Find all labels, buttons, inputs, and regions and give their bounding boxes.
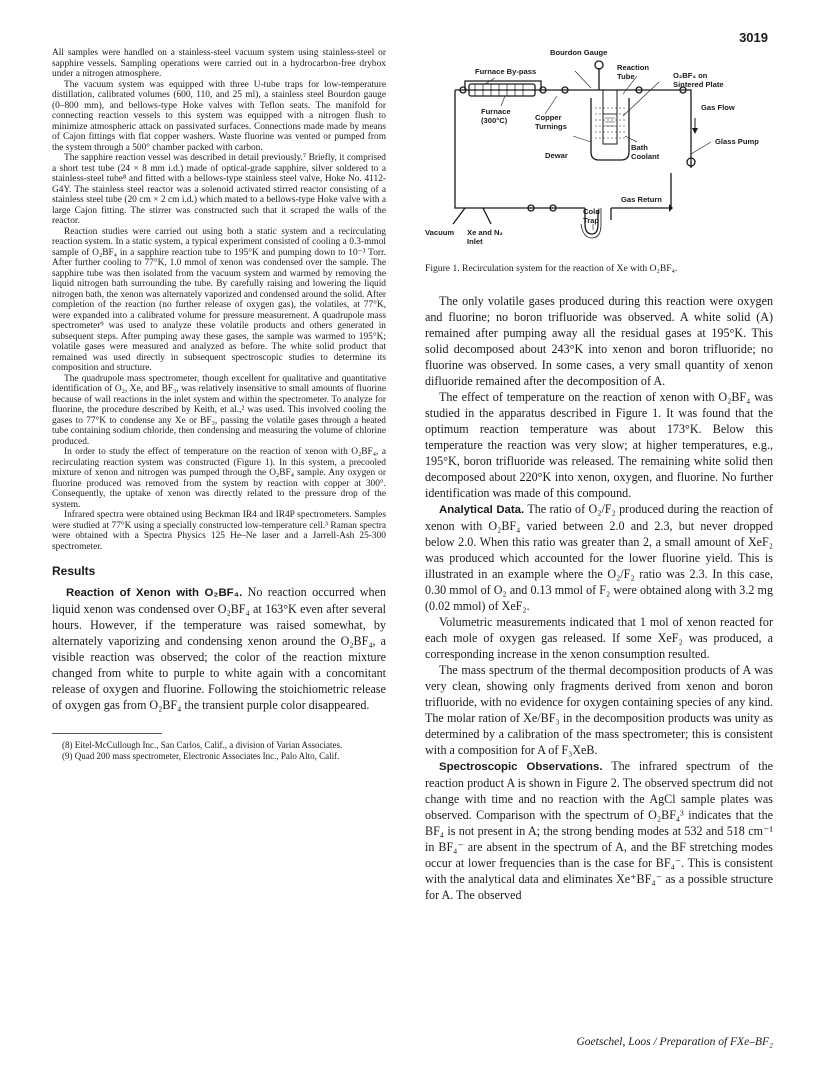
paragraph: Infrared spectra were obtained using Beckman IR4 and IR4P spectrometers. Samples were studied at 77°K using a specially constructed low-temperature cell.³ Raman spectra were obtained with a Spectra Physics 125 He–Ne laser and a Jarrell-Ash 25-300 spectrometer. xyxy=(52,510,386,552)
label-bourdon-gauge: Bourdon Gauge xyxy=(550,48,608,57)
label-gas-return: Gas Return xyxy=(621,195,662,204)
paragraph: The sapphire reaction vessel was described in detail previously.⁷ Briefly, it comprised a short test tube (24 × 8 mm i.d.) made of optical-grade sapphire, silver soldered to a stainless-steel tube⁸ and fitted with a bellows-type stainless steel valve, Hoke No. 4112-G4Y. The stainless steel reactor was a solenoid activated stirred reactor consisting of a stainless steel tube (20 cm × 2 cm i.d.) which mated to a bellows-type Hoke valve with a large Cajon fitting. The stirrer was constructed such that it scraped the walls of the reactor. xyxy=(52,153,386,226)
paragraph: The quadrupole mass spectrometer, though excellent for qualitative and quantitative identification of O₂, Xe, and BF₃, was relatively insensitive to small amounts of fluorine because of wall reactions in the inlet system and within the spectrometer. To analyze for fluorine, the procedure described by Keith, et al.,² was used. This involved cooling the gases to 77°K to condense any Xe or BF₃, passing the volatile gases through a heated tube containing sodium chloride, then condensing and measuring the volume of chlorine produced. xyxy=(52,373,386,447)
label-cold-trap: Cold Trap xyxy=(583,207,600,225)
bypass-line xyxy=(465,81,541,90)
label-reaction-tube: Reaction Tube xyxy=(617,63,650,81)
paragraph: Volumetric measurements indicated that 1 mol of xenon reacted for each mole of oxygen gas released. If some XeF₂ was produced, a corresponding increase in the xenon consumption resulted. xyxy=(425,615,773,661)
run-in-heading: Analytical Data. xyxy=(439,504,525,516)
label-gas-flow: Gas Flow xyxy=(701,103,735,112)
right-column-text xyxy=(425,293,773,903)
label-furnace-bypass: Furnace By-pass xyxy=(475,67,537,76)
gas-flow-arrow xyxy=(692,128,698,134)
paragraph xyxy=(425,758,773,903)
experimental-text xyxy=(52,48,386,552)
run-in-heading: Reaction of Xenon with O₂BF₄. xyxy=(66,587,243,599)
running-footer: Goetschel, Loos / Preparation of FXe–BF₂ xyxy=(576,1036,773,1048)
paragraph: The vacuum system was equipped with three U-tube traps for low-temperature distillation, calibrated volumes (600, 110, and 25 ml), a stainless steel Bourdon gauge (0–800 mm), and bellows-type Hoke valves with Teflon seats. The manifold for connecting reaction vessels to this system was equipped with a nitrogen flush to minimize atmospheric attack on passivated surfaces. Connections made made by means of Cajon fittings with flat copper washers. Waste fluorine was vented or pumped from the system through a 500° chamber packed with carbon. xyxy=(52,79,386,153)
paragraph: The effect of temperature on the reaction of xenon with O₂BF₄ was studied in the apparatus described in Figure 1. It was found that the optimum reaction temperature was about 173°K. Below this temperature the reaction was very slow; at higher temperatures, e.g., 195°K, boron trifluoride was released. The remaining white solid then decomposed about 220°K into xenon, oxygen, and fluorine. No further identification was made of this compound. xyxy=(425,390,773,500)
results-text xyxy=(52,584,386,713)
footnotes xyxy=(52,733,343,761)
paragraph xyxy=(425,501,773,614)
run-in-heading: Spectroscopic Observations. xyxy=(439,761,603,773)
inlet-line xyxy=(483,208,491,224)
paragraph-body: The ratio of O₂/F₂ produced during the reaction of xenon with O₂BF₄ varied between 2.0 and 2.3, but never dropped below 2.0. When this ratio was greater than 2, a small amount of XeF₂ was produced which accounted for the lower fluorine yield. This is illustrated in an example where the O₂/F₂ ratio was 2.3. In this case, 0.30 mmol of O₂ and 0.13 mmol of F₂ were obtained along with 3.2 mg (0.02 mmol) of XeF₂. xyxy=(425,502,773,613)
label-vacuum: Vacuum xyxy=(425,228,455,237)
gauge-icon xyxy=(595,61,603,69)
paragraph: The mass spectrum of the thermal decomposition products of A was very clean, showing only fragments derived from xenon and boron trifluoride, with no evidence for oxygen containing species of any kind. The molar ration of Xe/BF₃ in the decomposition products was unity as determined by a calibration of the mass spectrometer; this is consistent with a composition for A of F₃XeB. xyxy=(425,663,773,757)
paragraph xyxy=(52,584,386,713)
paragraph-body: The infrared spectrum of the reaction product A is shown in Figure 2. The observed spectrum did not change with time and no reaction with the AgCl sample plates was observed. Comparison with the spectrum of O₂BF₄³ indicates that the BF₄ is not present in A; the strong bending modes at 532 and 518 cm⁻¹ in BF₄⁻ are absent in the spectrum of A, and the BF stretching modes occur at lower frequencies than is the case for BF₄⁻. This is consistent with the analytical data and eliminates Xe⁺BF₄⁻ as a possible structure for A. The observed xyxy=(425,759,774,902)
reaction-tube xyxy=(603,90,617,144)
right-line xyxy=(669,90,691,168)
label-glass-pump: Glass Pump xyxy=(715,137,759,146)
footnote: (8) Eitel-McCullough Inc., San Carlos, Calif., a division of Varian Associates. xyxy=(62,740,343,750)
figure-caption: Figure 1. Recirculation system for the reaction of Xe with O₂BF₄. xyxy=(425,263,678,274)
paragraph-body: No reaction occurred when liquid xenon was condensed over O₂BF₄ at 163°K even after several hours. However, if the temperature was raised somewhat, by alternately vaporizing and condensing xenon around the O₂BF₄, a visible reaction was observed; the color of the reaction mixture changed from white to purple to white again with a concomitant release of oxygen and fluorine. Following the stoichiometric release of oxygen gas from O₂BF₄ the transient purple color disappeared. xyxy=(52,585,386,712)
label-xe-n2-inlet: Xe and N₂ Inlet xyxy=(467,228,503,246)
label-furnace: Furnace (300°C) xyxy=(481,107,511,125)
paragraph: All samples were handled on a stainless-steel vacuum system using stainless-steel or sapphire vessels. Sampling operations were carried out in a hydrocarbon-free drybox under a nitrogen atmosphere. xyxy=(52,48,386,79)
left-return-line xyxy=(455,90,585,208)
paragraph: The only volatile gases produced during this reaction were oxygen and fluorine; no boron trifluoride was observed. A white solid (A) remained after pumping away all the residual gases at 195°K. This solid decomposed about 243°K into xenon and boron trifluoride; no fluorine was observed. In some cases, a very small quantity of xenon difluoride remained after the decomposition of A. xyxy=(425,294,773,388)
footnote: (9) Quad 200 mass spectrometer, Electronic Associates Inc., Palo Alto, Calif. xyxy=(62,750,340,761)
label-dewar: Dewar xyxy=(545,151,568,160)
vacuum-line xyxy=(453,208,465,224)
page-number: 3019 xyxy=(739,30,768,45)
label-bath-coolant: Bath Coolant xyxy=(631,143,660,161)
paragraph: Reaction studies were carried out using both a static system and a recirculating reaction system. In a static system, a typical experiment consisted of cooling a 0.3-mmol sample of O₂BF₄ in a sapphire reaction tube to 195°K and pumping down to 10⁻³ Torr. After further cooling to 77°K, 1.0 mmol of xenon was condensed over the sample. The sapphire tube was then isolated from the vacuum system and warmed by removing the liquid nitrogen bath surrounding the tube. By carefully raising and lowering the liquid nitrogen bath, the xenon was alternately vaporized and condensed around the solid. After completion of the reaction (no further release of oxygen gas), the volatiles, at 77°K, were expanded into a calibrated volume for pressure measurement. A quadrupole mass spectrometer⁹ was used to analyze these volatile products and others generated in subsequent steps. After pumping away these gases, the sample was warmed to 195°K; volatile gases were measured and analyzed as before. The white solid product that remained was used directly in subsequent spectroscopic studies to determine its composition and structure. xyxy=(52,226,386,373)
label-o2bf4-sintered-plate: O₂BF₄ on Sintered Plate xyxy=(673,71,724,89)
dewar-icon xyxy=(591,98,629,160)
left-column xyxy=(52,48,386,761)
paragraph: In order to study the effect of temperature on the reaction of xenon with O₂BF₄, a recirculating reaction system was constructed (Figure 1). In this system, a precooled mixture of xenon and nitrogen was pumped through the O₂BF₄ sample. Any oxygen or fluorine produced was removed from the system by reaction with copper at 300°. Consequently, the uptake of xenon was directly related to the pressure drop of the system. xyxy=(52,447,386,510)
label-copper-turnings: Copper Turnings xyxy=(535,113,567,131)
right-column xyxy=(425,48,773,903)
section-heading-results: Results xyxy=(52,564,96,578)
figure-1 xyxy=(425,48,773,263)
